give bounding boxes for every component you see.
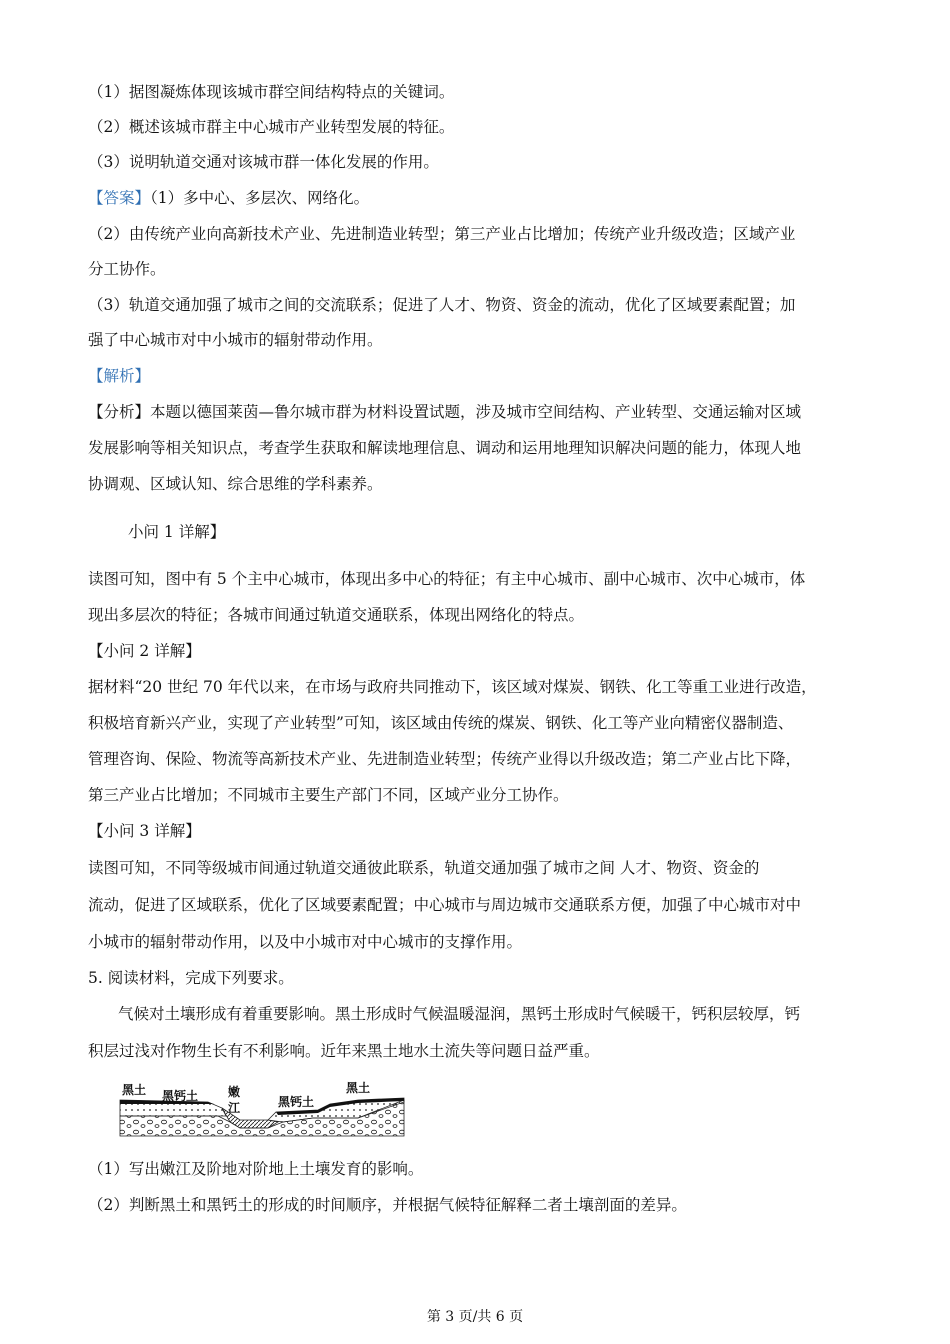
q5-title: 5. 阅读材料，完成下列要求。 [88, 969, 294, 987]
label-nen: 嫩 [228, 1085, 241, 1099]
q1-line-1: 读图可知，图中有 5 个主中心城市，体现出多中心的特征；有主中心城市、副中心城市、次中心城市，体 [88, 570, 806, 588]
label-jiang: 江 [228, 1101, 241, 1115]
q3-line-3: 小城市的辐射带动作用，以及中小城市对中心城市的支撑作用。 [88, 933, 523, 951]
answer-3-line-2: 强了中心城市对中小城市的辐射带动作用。 [88, 331, 383, 349]
label-heitu-left: 黑土 [122, 1083, 147, 1097]
fenxi-line-2: 发展影响等相关知识点，考查学生获取和解读地理信息、调动和运用地理知识解决问题的能力，体现人地 [88, 439, 802, 457]
q5-sub-2: （2）判断黑土和黑钙土的形成的时间顺序，并根据气候特征解释二者土壤剖面的差异。 [88, 1196, 687, 1214]
answer-label: 【答案】 [88, 189, 151, 207]
question-2: （2）概述该城市群主中心城市产业转型发展的特征。 [88, 118, 455, 136]
q3-line-2: 流动，促进了区域联系，优化了区域要素配置；中心城市与周边城市交通联系方便，加强了中心城市对中 [88, 896, 802, 914]
answer-3-line-1: （3）轨道交通加强了城市之间的交流联系；促进了人才、物资、资金的流动，优化了区域要素配置；加 [88, 296, 796, 314]
answer-2-line-2: 分工协作。 [88, 260, 166, 278]
q2-line-2: 积极培育新兴产业，实现了产业转型”可知，该区域由传统的煤炭、钢铁、化工等产业向精密仪器制造、 [88, 714, 794, 732]
answer-1: （1）多中心、多层次、网络化。 [150, 189, 370, 207]
fenxi-line-3: 协调观、区域认知、综合思维的学科素养。 [88, 475, 383, 493]
q5-sub-1: （1）写出嫩江及阶地对阶地上土壤发育的影响。 [88, 1160, 424, 1178]
question-3: （3）说明轨道交通对该城市群一体化发展的作用。 [88, 153, 439, 171]
q3-title: 【小问 3 详解】 [88, 822, 201, 840]
q1-title: 小问 1 详解】 [128, 523, 226, 541]
material-line-2: 积层过浅对作物生长有不利影响。近年来黑土地水土流失等问题日益严重。 [88, 1042, 600, 1060]
soil-profile-diagram [118, 1078, 408, 1138]
material-line-1: 气候对土壤形成有着重要影响。黑土形成时气候温暖湿润，黑钙土形成时气候暖干，钙积层较厚，钙 [118, 1005, 801, 1023]
q2-line-4: 第三产业占比增加；不同城市主要生产部门不同，区域产业分工协作。 [88, 786, 569, 804]
question-1: （1）据图凝炼体现该城市群空间结构特点的关键词。 [88, 83, 455, 101]
fenxi-line-1: 【分析】本题以德国莱茵—鲁尔城市群为材料设置试题，涉及城市空间结构、产业转型、交通运输对区域 [88, 403, 802, 421]
analysis-label: 【解析】 [88, 367, 151, 385]
label-heigaitu-left: 黑钙土 [162, 1089, 199, 1103]
label-heigaitu-right: 黑钙土 [278, 1095, 315, 1109]
q2-line-3: 管理咨询、保险、物流等高新技术产业、先进制造业转型；传统产业得以升级改造；第二产业占比下降， [88, 750, 802, 768]
answer-line-1 [88, 187, 369, 209]
q1-line-2: 现出多层次的特征；各城市间通过轨道交通联系，体现出网络化的特点。 [88, 606, 585, 624]
page-footer: 第 3 页/共 6 页 [426, 1309, 524, 1325]
answer-2-line-1: （2）由传统产业向高新技术产业、先进制造业转型；第三产业占比增加；传统产业升级改造；区域产业 [88, 225, 796, 243]
q2-line-1: 据材料“20 世纪 70 年代以来，在市场与政府共同推动下，该区域对煤炭、钢铁、化工等重工业进行改造， [88, 678, 817, 696]
q2-title: 【小问 2 详解】 [88, 642, 201, 660]
label-heitu-right: 黑土 [346, 1081, 371, 1095]
q3-line-1: 读图可知，不同等级城市间通过轨道交通彼此联系，轨道交通加强了城市之间 人才、物资、资金的 [88, 859, 760, 877]
